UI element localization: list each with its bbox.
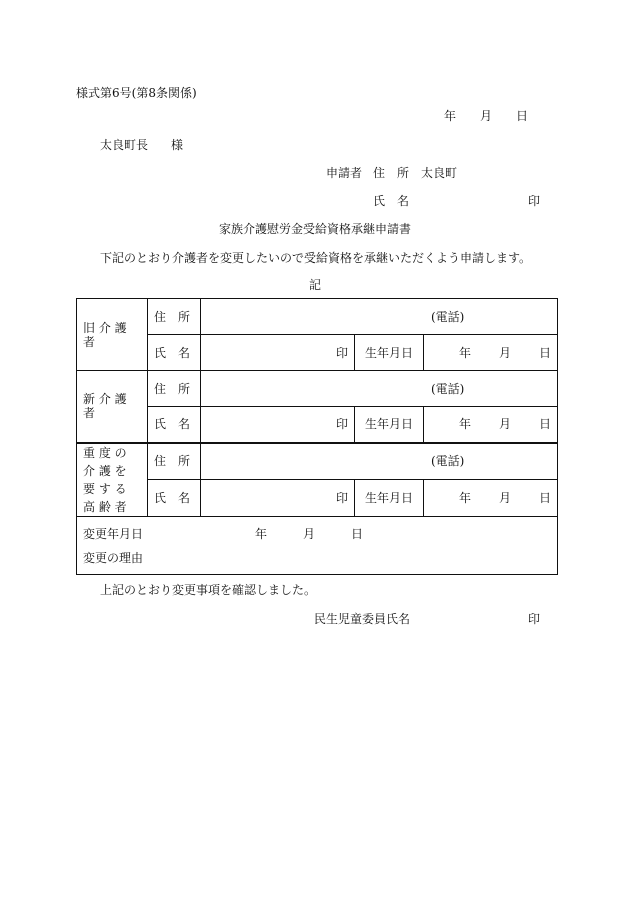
old-birth-label: 生年月日 xyxy=(364,345,413,360)
elder-birth-field[interactable] xyxy=(424,479,558,516)
elder-name-field[interactable] xyxy=(201,479,355,516)
elder-label xyxy=(77,443,148,517)
commissioner-seal: 印 xyxy=(528,612,541,626)
new-phone-label: (電話) xyxy=(431,381,465,396)
elder-birth-month: 月 xyxy=(499,490,512,505)
new-birth-month: 月 xyxy=(499,417,512,432)
change-date-day: 日 xyxy=(351,527,364,541)
applicant-seal: 印 xyxy=(528,194,541,208)
new-birth-day: 日 xyxy=(539,417,552,432)
old-name-field[interactable] xyxy=(201,335,355,371)
old-birth-day: 日 xyxy=(539,345,552,360)
old-address-field[interactable] xyxy=(201,299,558,335)
applicant-name-label: 氏 名 xyxy=(373,194,410,208)
form-number: 様式第6号(第8条関係) xyxy=(76,86,197,100)
applicant-address-label: 住 所 xyxy=(373,166,410,180)
elder-name-label: 氏 名 xyxy=(154,490,191,505)
new-seal: 印 xyxy=(335,417,348,432)
old-birth-field[interactable] xyxy=(424,335,558,371)
new-birth-field[interactable] xyxy=(424,407,558,443)
elder-seal: 印 xyxy=(335,490,348,505)
change-date-year: 年 xyxy=(255,527,268,541)
elder-address-label-cell xyxy=(148,443,201,480)
change-info-row xyxy=(77,516,558,574)
old-phone-label: (電話) xyxy=(431,309,465,324)
confirm-text: 上記のとおり変更事項を確認しました。 xyxy=(100,583,317,597)
elder-birth-label-cell xyxy=(355,479,424,516)
document-title: 家族介護慰労金受給資格承継申請書 xyxy=(219,222,412,236)
old-birth-month: 月 xyxy=(499,345,512,360)
date-year: 年 xyxy=(444,109,457,123)
new-birth-label: 生年月日 xyxy=(364,417,413,432)
change-info-cell[interactable] xyxy=(77,516,558,574)
old-caregiver-label xyxy=(77,299,148,371)
elder-address-field[interactable] xyxy=(201,443,558,480)
old-caregiver-name-row xyxy=(77,335,558,371)
new-address-field[interactable] xyxy=(201,371,558,407)
intro-text: 下記のとおり介護者を変更したいので受給資格を承継いただくよう申請します。 xyxy=(100,251,532,265)
new-name-label-cell xyxy=(148,407,201,443)
new-name-label: 氏 名 xyxy=(154,417,191,432)
old-caregiver-label-text: 旧 介 護 者 xyxy=(83,320,127,349)
date-day: 日 xyxy=(516,109,529,123)
elder-label-text: 重 度 の 介 護 を 要 す る 高 齢 者 xyxy=(83,445,127,514)
elder-phone-label: (電話) xyxy=(431,454,465,469)
new-caregiver-label xyxy=(77,371,148,443)
addressee-suffix: 様 xyxy=(171,138,184,152)
change-table xyxy=(76,298,558,575)
elder-name-row xyxy=(77,479,558,516)
new-caregiver-name-row xyxy=(77,407,558,443)
new-address-label: 住 所 xyxy=(154,381,191,396)
old-birth-label-cell xyxy=(355,335,424,371)
commissioner-label: 民生児童委員氏名 xyxy=(314,612,411,626)
elder-birth-year: 年 xyxy=(459,490,472,505)
old-name-label-cell xyxy=(148,335,201,371)
applicant-label: 申請者 xyxy=(326,166,363,180)
elder-address-row xyxy=(77,443,558,480)
old-address-label-cell xyxy=(148,299,201,335)
old-name-label: 氏 名 xyxy=(154,345,191,360)
date-month: 月 xyxy=(480,109,493,123)
new-caregiver-label-text: 新 介 護 者 xyxy=(83,392,127,421)
new-birth-year: 年 xyxy=(459,417,472,432)
new-name-field[interactable] xyxy=(201,407,355,443)
old-birth-year: 年 xyxy=(459,345,472,360)
elder-birth-label: 生年月日 xyxy=(364,490,413,505)
new-caregiver-address-row xyxy=(77,371,558,407)
new-birth-label-cell xyxy=(355,407,424,443)
applicant-address-value: 太良町 xyxy=(421,166,458,180)
old-caregiver-address-row xyxy=(77,299,558,335)
addressee-name: 太良町長 xyxy=(100,138,149,152)
old-address-label: 住 所 xyxy=(154,309,191,324)
ki-mark: 記 xyxy=(309,278,322,292)
elder-address-label: 住 所 xyxy=(154,454,191,469)
elder-name-label-cell xyxy=(148,479,201,516)
change-date-label: 変更年月日 xyxy=(83,527,144,541)
elder-birth-day: 日 xyxy=(539,490,552,505)
new-address-label-cell xyxy=(148,371,201,407)
old-seal: 印 xyxy=(335,345,348,360)
change-date-month: 月 xyxy=(303,527,316,541)
change-reason-label: 変更の理由 xyxy=(83,551,144,565)
